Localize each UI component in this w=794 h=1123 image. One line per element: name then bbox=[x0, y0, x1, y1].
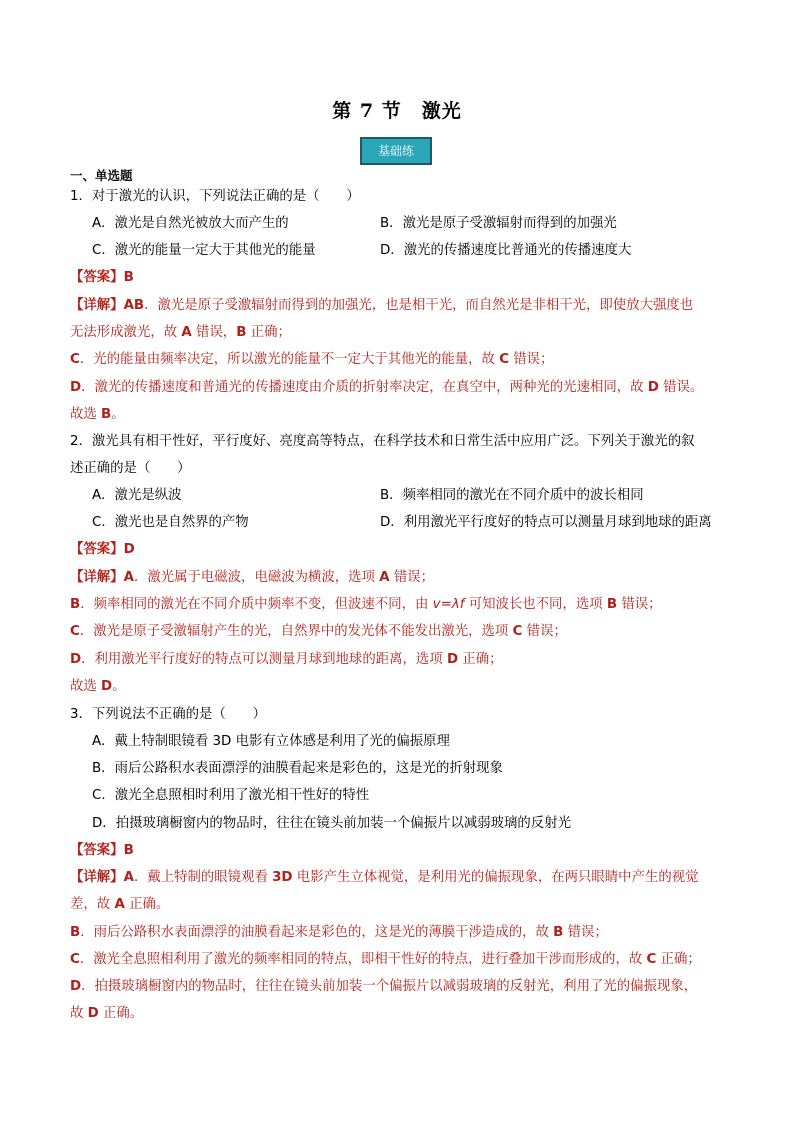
question-3-stem: 3．下列说法不正确的是（ ） bbox=[70, 707, 266, 722]
question-1-option-b: B．激光是原子受激辐射而得到的加强光 bbox=[380, 216, 617, 231]
question-2-detail-line-2 bbox=[70, 595, 662, 615]
detail-text: 故选 bbox=[70, 679, 102, 694]
question-1-option-c: C．激光的能量一定大于其他光的能量 bbox=[92, 243, 316, 258]
answer-label: 【答案】 bbox=[70, 542, 124, 557]
question-3-detail-line-1 bbox=[70, 868, 699, 888]
detail-option-ref: D bbox=[101, 679, 113, 694]
question-1-detail-line-2 bbox=[70, 323, 291, 343]
detail-text: 错误； bbox=[522, 624, 567, 639]
detail-text: 电影产生立体视觉，是利用光的偏振现象，在两只眼睛中产生的视觉 bbox=[292, 870, 699, 885]
detail-text: ．激光的传播速度和普通光的传播速度由介质的折射率决定，在真空中，两种光的光速相同，故 bbox=[81, 380, 648, 395]
detail-text: ．雨后公路积水表面漂浮的油膜看起来是彩色的，这是光的薄膜干涉造成的，故 bbox=[80, 925, 554, 940]
question-1-option-d: D．激光的传播速度比普通光的传播速度大 bbox=[380, 243, 632, 258]
question-2-option-b: B．频率相同的激光在不同介质中的波长相同 bbox=[380, 488, 644, 503]
question-2-stem-line-2: 述正确的是（ ） bbox=[70, 461, 191, 476]
detail-text: 差，故 bbox=[70, 897, 115, 912]
question-3-answer bbox=[70, 841, 134, 861]
detail-option-ref: B bbox=[236, 325, 247, 340]
detail-text: 。 bbox=[112, 679, 126, 694]
detail-option-ref: C bbox=[70, 352, 80, 367]
detail-text: ．激光全息照相利用了激光的频率相同的特点，即相干性好的特点，进行叠加干涉而形成的，故 bbox=[79, 952, 647, 967]
detail-option-ref: A bbox=[181, 325, 192, 340]
detail-text: 正确； bbox=[656, 952, 701, 967]
question-3-detail-line-4 bbox=[70, 950, 701, 970]
detail-option-ref: C bbox=[499, 352, 510, 367]
detail-text: 可知波长也不同，选项 bbox=[464, 597, 607, 612]
answer-value: B bbox=[123, 843, 134, 858]
question-1-option-a: A．激光是自然光被放大而产生的 bbox=[92, 216, 289, 231]
detail-text: ．戴上特制的眼镜观看 bbox=[133, 870, 273, 885]
detail-option-ref: B bbox=[101, 407, 112, 422]
detail-option-ref: B bbox=[70, 597, 81, 612]
detail-option-ref: C bbox=[646, 952, 657, 967]
question-2-option-c: C．激光也是自然界的产物 bbox=[92, 515, 249, 530]
detail-text: 错误； bbox=[509, 352, 554, 367]
detail-text: ．拍摄玻璃橱窗内的物品时，往往在镜头前加装一个偏振片以减弱玻璃的反射光，利用了光的偏振现象， bbox=[81, 979, 698, 994]
level-badge: 基础练 bbox=[360, 137, 432, 165]
detail-text: ．激光属于电磁波，电磁波为横波，选项 bbox=[133, 570, 380, 585]
detail-text: 正确； bbox=[458, 652, 503, 667]
answer-value: B bbox=[123, 270, 134, 285]
detail-option-ref: AB bbox=[123, 298, 145, 313]
detail-option-ref: C bbox=[70, 952, 80, 967]
question-3-detail-line-5 bbox=[70, 977, 697, 997]
question-2-detail-line-1 bbox=[70, 568, 434, 588]
page-title: 第 7 节 激光 bbox=[332, 100, 462, 122]
question-2-detail-line-3 bbox=[70, 622, 567, 642]
question-1-detail-line-3 bbox=[70, 350, 553, 370]
question-1-detail-line-5 bbox=[70, 405, 125, 425]
formula: v=λf bbox=[432, 597, 465, 612]
detail-option-ref: C bbox=[512, 624, 523, 639]
question-3-option-c: C．激光全息照相时利用了激光相干性好的特性 bbox=[92, 788, 370, 803]
detail-label: 【详解】 bbox=[70, 298, 124, 313]
detail-text: 故 bbox=[70, 1006, 88, 1021]
question-2-option-d: D．利用激光平行度好的特点可以测量月球到地球的距离 bbox=[380, 515, 712, 530]
detail-term: 3D bbox=[272, 870, 293, 885]
question-1-answer bbox=[70, 268, 134, 288]
question-1-stem: 1．对于激光的认识，下列说法正确的是（ ） bbox=[70, 189, 360, 204]
detail-option-ref: B bbox=[553, 925, 564, 940]
question-3-detail-line-3 bbox=[70, 923, 608, 943]
detail-text: ．激光是原子受激辐射产生的光，自然界中的发光体不能发出激光，选项 bbox=[79, 624, 513, 639]
detail-label: 【详解】 bbox=[70, 870, 124, 885]
answer-label: 【答案】 bbox=[70, 270, 124, 285]
detail-text: ．利用激光平行度好的特点可以测量月球到地球的距离，选项 bbox=[81, 652, 447, 667]
detail-option-ref: A bbox=[379, 570, 390, 585]
answer-value: D bbox=[123, 542, 135, 557]
detail-option-ref: D bbox=[70, 380, 82, 395]
detail-text: ．频率相同的激光在不同介质中频率不变，但波速不同，由 bbox=[80, 597, 433, 612]
question-1-detail-line-4 bbox=[70, 378, 703, 398]
question-3-option-d: D．拍摄玻璃橱窗内的物品时，往往在镜头前加装一个偏振片以减弱玻璃的反射光 bbox=[92, 816, 571, 831]
detail-text: ．激光是原子受激辐射而得到的加强光，也是相干光，而自然光是非相干光，即使放大强度也 bbox=[144, 298, 694, 313]
question-3-detail-line-6 bbox=[70, 1004, 143, 1024]
detail-text: 错误； bbox=[617, 597, 662, 612]
detail-option-ref: D bbox=[87, 1006, 99, 1021]
detail-option-ref: A bbox=[123, 870, 134, 885]
question-3-option-a: A．戴上特制眼镜看 3D 电影有立体感是利用了光的偏振原理 bbox=[92, 734, 450, 749]
question-2-stem-line-1: 2．激光具有相干性好，平行度好、亮度高等特点，在科学技术和日常生活中应用广泛。下列关于激光的叙 bbox=[70, 434, 695, 449]
question-1-detail-line-1 bbox=[70, 296, 693, 316]
detail-text: 错误， bbox=[191, 325, 237, 340]
question-2-option-a: A．激光是纵波 bbox=[92, 488, 182, 503]
detail-option-ref: B bbox=[70, 925, 81, 940]
detail-option-ref: B bbox=[606, 597, 618, 612]
detail-label: 【详解】 bbox=[70, 570, 124, 585]
detail-text: 。 bbox=[111, 407, 125, 422]
detail-text: 正确。 bbox=[124, 897, 170, 912]
question-3-option-b: B．雨后公路积水表面漂浮的油膜看起来是彩色的，这是光的折射现象 bbox=[92, 761, 503, 776]
question-2-detail-line-4 bbox=[70, 650, 503, 670]
detail-text: 错误； bbox=[563, 925, 608, 940]
detail-text: 故选 bbox=[70, 407, 102, 422]
answer-label: 【答案】 bbox=[70, 843, 124, 858]
detail-text: 错误； bbox=[389, 570, 435, 585]
question-3-detail-line-2 bbox=[70, 895, 169, 915]
section-heading: 一、单选题 bbox=[70, 168, 133, 183]
detail-text: 正确； bbox=[246, 325, 291, 340]
detail-option-ref: A bbox=[114, 897, 125, 912]
detail-text: 正确。 bbox=[98, 1006, 144, 1021]
detail-text: ．光的能量由频率决定，所以激光的能量不一定大于其他光的能量，故 bbox=[79, 352, 500, 367]
detail-text: 无法形成激光，故 bbox=[70, 325, 182, 340]
question-2-detail-line-5 bbox=[70, 677, 126, 697]
detail-text: 错误。 bbox=[658, 380, 704, 395]
detail-option-ref: C bbox=[70, 624, 80, 639]
detail-option-ref: A bbox=[123, 570, 134, 585]
detail-option-ref: D bbox=[70, 979, 82, 994]
question-2-answer bbox=[70, 540, 135, 560]
detail-option-ref: D bbox=[647, 380, 659, 395]
detail-option-ref: D bbox=[70, 652, 82, 667]
detail-option-ref: D bbox=[446, 652, 459, 667]
